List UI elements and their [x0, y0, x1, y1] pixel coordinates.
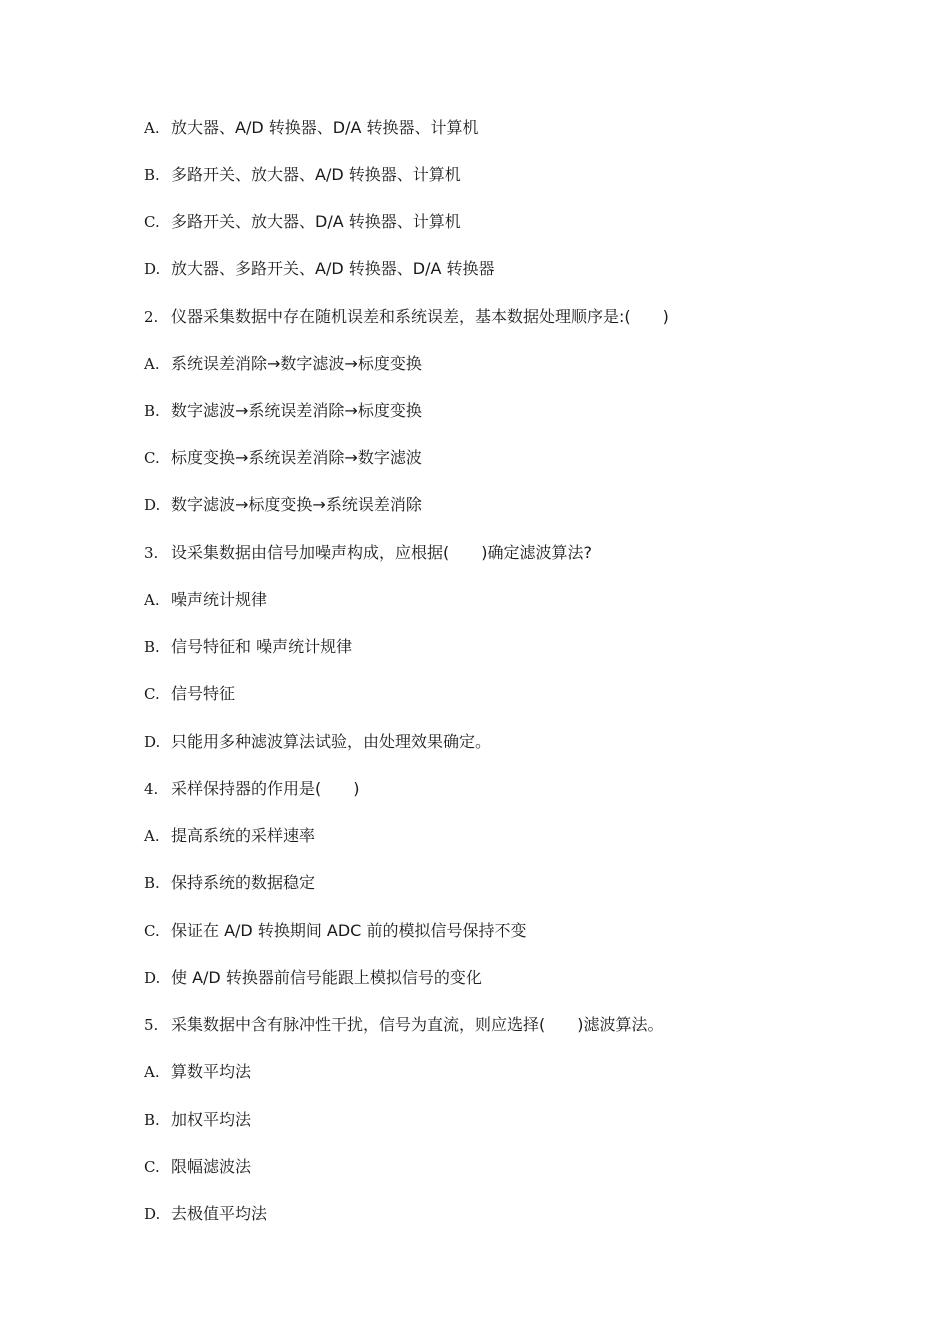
option-line [144, 870, 315, 896]
option-text: 数字滤波→系统误差消除→标度变换 [171, 401, 422, 420]
option-text: 系统误差消除→数字滤波→标度变换 [171, 354, 422, 373]
option-label: B. [144, 874, 160, 892]
option-label: D. [144, 1205, 161, 1223]
option-text: 放大器、多路开关、A/D 转换器、D/A 转换器 [171, 259, 495, 278]
question-number: 4. [144, 780, 159, 798]
option-label: B. [144, 1111, 160, 1129]
option-line [144, 351, 422, 377]
option-line [144, 1201, 267, 1227]
option-text: 放大器、A/D 转换器、D/A 转换器、计算机 [171, 118, 479, 137]
option-line [144, 1059, 251, 1085]
option-line [144, 115, 479, 141]
question-text: 设采集数据由信号加噪声构成，应根据( )确定滤波算法? [171, 543, 592, 562]
question-text: 仪器采集数据中存在随机误差和系统误差，基本数据处理顺序是:( ) [171, 307, 669, 326]
option-label: B. [144, 166, 160, 184]
option-text: 算数平均法 [171, 1062, 252, 1081]
option-line [144, 1154, 251, 1180]
option-line [144, 918, 526, 944]
option-line [144, 729, 491, 755]
option-text: 多路开关、放大器、D/A 转换器、计算机 [171, 212, 461, 231]
option-line [144, 256, 495, 282]
option-text: 数字滤波→标度变换→系统误差消除 [171, 495, 422, 514]
option-line [144, 492, 422, 518]
question-line [144, 1012, 664, 1038]
option-text: 限幅滤波法 [171, 1157, 252, 1176]
question-number: 5. [144, 1016, 159, 1034]
option-label: A. [144, 355, 160, 373]
option-text: 标度变换→系统误差消除→数字滤波 [171, 448, 422, 467]
option-label: D. [144, 260, 161, 278]
option-line [144, 398, 422, 424]
option-line [144, 445, 422, 471]
option-label: D. [144, 969, 161, 987]
question-text: 采样保持器的作用是( ) [171, 779, 360, 798]
question-line [144, 540, 592, 566]
question-line [144, 304, 669, 330]
option-label: C. [144, 213, 160, 231]
option-label: A. [144, 119, 160, 137]
option-text: 信号特征和 噪声统计规律 [171, 637, 353, 656]
option-text: 使 A/D 转换器前信号能跟上模拟信号的变化 [171, 968, 482, 987]
option-label: A. [144, 827, 160, 845]
option-label: B. [144, 402, 160, 420]
option-text: 信号特征 [171, 684, 236, 703]
option-text: 多路开关、放大器、A/D 转换器、计算机 [171, 165, 461, 184]
option-line [144, 162, 461, 188]
option-label: C. [144, 1158, 160, 1176]
question-text: 采集数据中含有脉冲性干扰，信号为直流，则应选择( )滤波算法。 [171, 1015, 664, 1034]
option-text: 只能用多种滤波算法试验，由处理效果确定。 [171, 732, 492, 751]
question-number: 3. [144, 544, 159, 562]
option-label: C. [144, 922, 160, 940]
option-label: C. [144, 449, 160, 467]
option-label: A. [144, 1063, 160, 1081]
option-text: 去极值平均法 [171, 1204, 268, 1223]
option-line [144, 965, 482, 991]
option-label: D. [144, 496, 161, 514]
option-line [144, 681, 235, 707]
option-text: 提高系统的采样速率 [171, 826, 316, 845]
option-text: 噪声统计规律 [171, 590, 268, 609]
option-line [144, 823, 315, 849]
option-line [144, 1107, 251, 1133]
question-line [144, 776, 360, 802]
option-label: C. [144, 685, 160, 703]
option-line [144, 587, 267, 613]
option-label: D. [144, 733, 161, 751]
option-line [144, 634, 352, 660]
option-label: A. [144, 591, 160, 609]
option-text: 保持系统的数据稳定 [171, 873, 316, 892]
option-text: 加权平均法 [171, 1110, 252, 1129]
option-line [144, 209, 461, 235]
option-label: B. [144, 638, 160, 656]
option-text: 保证在 A/D 转换期间 ADC 前的模拟信号保持不变 [171, 921, 527, 940]
question-number: 2. [144, 308, 159, 326]
